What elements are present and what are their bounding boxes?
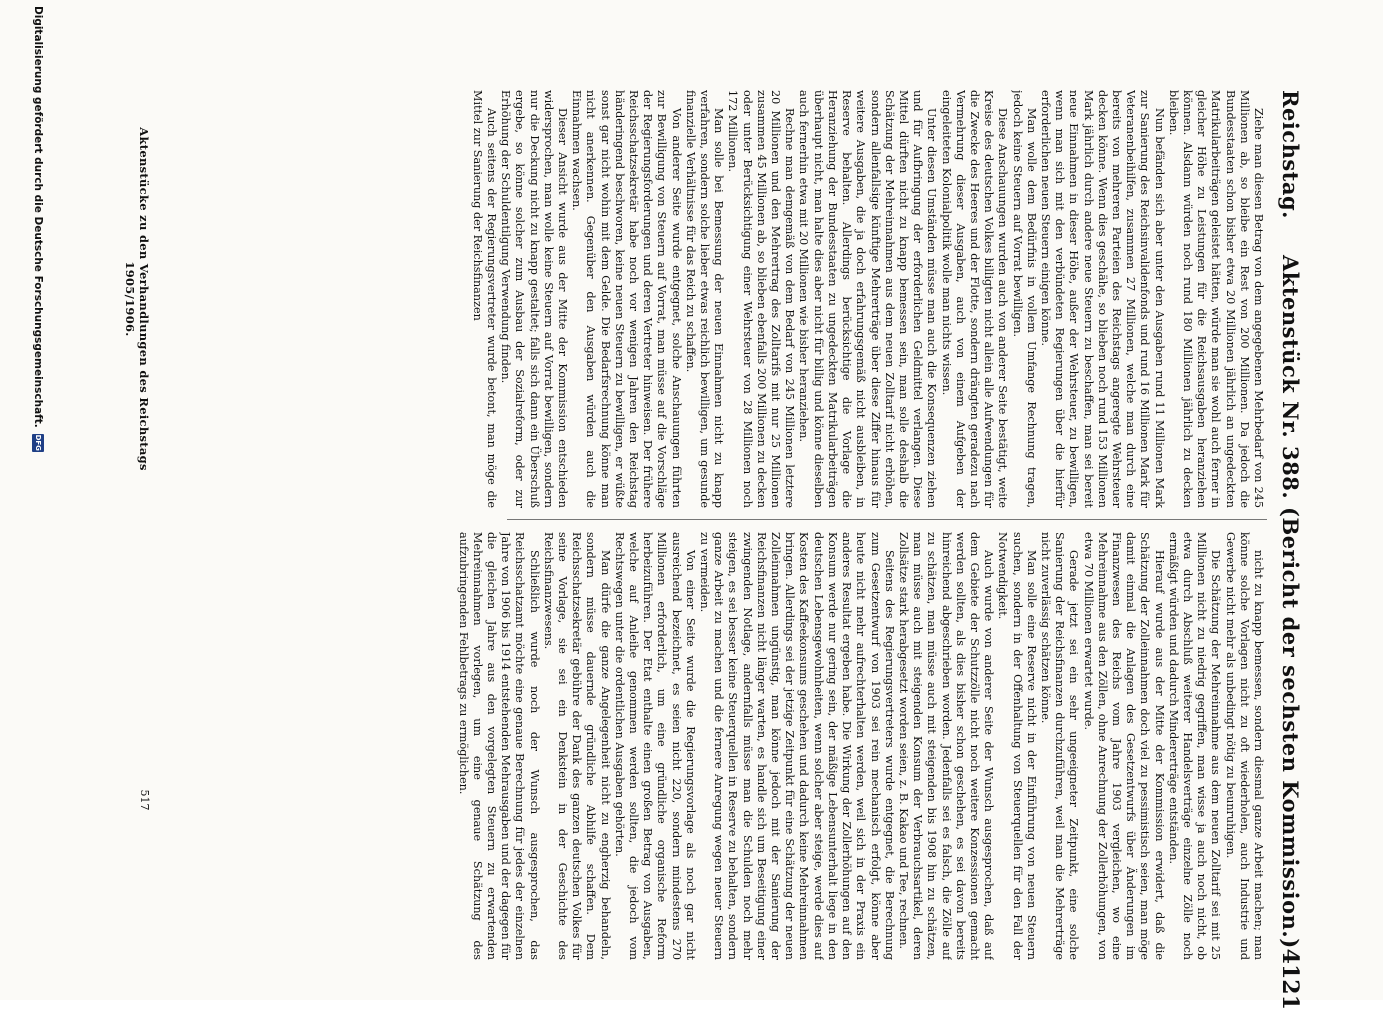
paragraph: Hierauf wurde aus der Mitte der Kommission erwidert, daß die Schätzung der Zolleinnahmen doch viel zu pessimistisch seien, man möge damit einmal die Anlagen des Gesetzentwurfs über Änderungen im Finanzwesen des Reichs vom Jahre 1903 vergleichen, wo eine Mehreinnahme aus den Zöllen, ohne Anrechnung der Zollerhöhungen, von etwa 70 Millionen erwartet wurde. xyxy=(1081,532,1166,960)
paragraph: Auch seitens der Regierungsvertreter wurde betont, man möge die Mittel zur Sanierung der Reichsfinanzen xyxy=(470,90,499,508)
paragraph: Von anderer Seite wurde entgegnet, solche Anschauungen führten zur Bewilligung von Steuern auf Vorrat, man müsse auf die Vorschläge der Regierungsforderungen und deren Vertreter hinweisen. Der frühere Reichsschatzsekretär habe noch vor wenigen Jahren den Reichstag händeringend beschworen, keine neuen Steuern zu bewilligen, er wüßte sonst gar nicht wohin mit dem Gelde. Die Bedarfsrechnung könne man nicht anerkennen. Gegenüber den Ausgaben würden auch die Einnahmen wachsen. xyxy=(570,90,683,508)
paragraph: Rechne man demgemäß von dem Bedarf von 245 Millionen letztere 20 Millionen und den Mehrertrag des Zolltarifs mit nur 25 Millionen zusammen 45 Millionen ab, so blieben ebenfalls 200 Millionen zu decken oder unter Berücksichtigung einer Wehrsteuer von 28 Millionen noch 172 Millionen. xyxy=(726,90,797,508)
header-chamber: Reichstag. xyxy=(1278,90,1303,219)
left-column xyxy=(155,90,1265,508)
dfg-logo-icon: DFG xyxy=(34,434,42,451)
paragraph: Nun befänden sich aber unter den Ausgaben rund 11 Millionen Mark zur Sanierung des Reichsinvalidenfonds und rund 16 Millionen Mark für Veteranenbeihilfen, zusammen 27 Millionen, welche man durch eine bereits von mehreren Parteien des Reichstags angeregte Wehrsteuer decken könne. Wenn dies geschähe, so blieben noch rund 153 Millionen Mark jährlich durch andere neue Steuern zu beschaffen, man sei bereit neue Einnahmen in dieser Höhe, außer der Wehrsteuer, zu bewilligen, wenn man sich mit den verbündeten Regierungen über die hierfür erforderlichen neuen Steuern einigen könne. xyxy=(1038,90,1166,508)
digitization-text: Digitalisierung gefördert durch die Deutsche Forschungsgemeinschaft. xyxy=(32,6,44,428)
page-header xyxy=(1269,90,1303,1010)
paragraph: Unter diesen Umständen müsse man auch die Konsequenzen ziehen und für Aufbringung der erforderlichen Geldmittel verlangen. Diese Mittel dürften nicht zu knapp bemessen sein, man solle deshalb die Schätzung der Mehreinnahmen aus dem neuen Zolltarif nicht erhöhen, sondern allenfallsige künftige Mehrerträge über diese Ziffer hinaus für weitere Ausgaben, die ja doch erfahrungsgemäß nicht ausbleiben, in Reserve behalten. Allerdings berücksichtige die Vorlage die Heranziehung der Bundesstaaten zu ungedeckten Matrikularbeiträgen überhaupt nicht, man halte dies aber nicht für billig und könne dieselben auch fernerhin etwa mit 20 Millionen wie bisher heranziehen. xyxy=(797,90,939,508)
paragraph: Die Schätzung der Mehreinnahme aus dem neuen Zolltarif sei mit 25 Millionen nicht zu niedrig gegriffen, man wisse ja auch noch nicht, ob etwa durch Abschluß weiterer Handelsverträge einzelne Zölle noch ermäßigt würden und dadurch Mindererträge entständen. xyxy=(1166,532,1223,960)
digitization-note xyxy=(31,6,45,986)
header-page-number: 4121 xyxy=(1277,948,1303,1010)
paragraph: Ziehe man diesen Betrag von dem angegebenen Mehrbedarf von 245 Millionen ab, so bleibe ein Rest von 200 Millionen. Da jedoch die Bundesstaaten schon bisher etwa 20 Millionen jährlich an ungedeckten Matrikularbeiträgen geleistet hätten, würde man sie wohl auch ferner in gleicher Höhe zu Leistungen für die Reichsausgaben heranziehen können. Alsdann würden noch rund 180 Millionen jährlich zu decken bleiben. xyxy=(1166,90,1265,508)
right-column xyxy=(155,532,1265,960)
paragraph: Schließlich wurde noch der Wunsch ausgesprochen, das Reichsschatzamt möchte eine genaue Berechnung für jedes der einzelnen Jahre von 1906 bis 1914 entstehenden Mehrausgaben und der dagegen für die gleichen Jahre aus den vorgelegten Steuern zu erwartenden Mehreinnahmen vorlegen, um eine genaue Schätzung des aufzubringenden Fehlbetrags zu ermöglichen. xyxy=(456,532,541,960)
paragraph: Gerade jetzt sei ein sehr ungeeigneter Zeitpunkt, eine solche Sanierung der Reichsfinanzen durchzuführen, weil man die Mehrerträge nicht zuverlässig schätzen könne. xyxy=(1038,532,1081,960)
footer-page-number: 517 xyxy=(138,789,151,811)
paragraph: Man wolle dem Bedürfnis in vollem Umfange Rechnung tragen, jedoch keine Steuern auf Vorrat bewilligen. xyxy=(1010,90,1038,508)
paragraph: Man solle eine Reserve nicht in der Einführung von neuen Steuern suchen, sondern in der Offenhaltung von Steuerquellen für den Fall der Notwendigkeit. xyxy=(996,532,1038,960)
paragraph: Seitens des Regierungsvertreters wurde entgegnet, die Berechnung zum Gesetzentwurf von 1903 sei rein mechanisch erfolgt, könne aber heute nicht mehr aufrechterhalten werden, weil sich in der Praxis ein anderes Resultat ergeben habe. Die Wirkung der Zollerhöhungen auf den Konsum werde nur gering sein, der mäßige Lebensunterhalt liege in den deutschen Lebensgewohnheiten, wenn solcher aber steige, werde dies auf Kosten des Kaffeekonsums geschehen und dadurch keine Mehreinnahmen bringen. Allerdings sei der jetzige Zeitpunkt für eine Schätzung der neuen Zolleinnahmen ungünstig, man könne jedoch mit der Sanierung der Reichsfinanzen nicht länger warten, es handle sich um Beseitigung einer zwingenden Notlage, andernfalls müsse man die Schulden noch mehr steigen, es sei besser keine Steuerquellen in Reserve zu behalten, sondern ganze Arbeit zu machen und die fernere Anregung wegen neuer Steuern zu vermeiden. xyxy=(698,532,896,960)
paragraph: Man dürfe die ganze Angelegenheit nicht zu engherzig behandeln, sondern müsse dauernde gründliche Abhilfe schaffen. Dem Reichsschatzsekretär gebühre der Dank des ganzen deutschen Volkes für seine Vorlage, sie sei ein Denkstein in der Geschichte des Reichsfinanzwesens. xyxy=(541,532,612,960)
paragraph: Dieser Ansicht wurde aus der Mitte der Kommission entschieden widersprochen, man wolle keine Steuern auf Vorrat bewilligen, sondern nur die Deckung nicht zu knapp gestaltet; falls sich dann ein Überschuß ergebe, so könne solcher zum Ausbau der Sozialreform, oder zur Erhöhung der Schuldentilgung Verwendung finden. xyxy=(499,90,570,508)
paragraph: Auch wurde von anderer Seite der Wunsch ausgesprochen, daß auf dem Gebiete der Schutzzölle nicht noch weitere Konzessionen gemacht werden sollten, als dies bisher schon geschehen, es sei davon bereits hinreichend abgeschrieben worden. Jedenfalls sei es falsch, die Zölle auf zu schätzen, man müsse auch mit steigenden bis 1908 hin zu schätzen, man müsse auch mit steigenden Konsum der Verbrauchsartikel, deren Zollsätze stark herabgesetzt worden seien, z. B. Kakao und Tee, rechnen. xyxy=(896,532,996,960)
paragraph: Von einer Seite wurde die Regierungsvorlage als noch gar nicht ausreichend bezeichnet, es seien nicht 220, sondern mindestens 270 Millionen erforderlich, um eine gründliche organische Reform herbeizuführen. Der Etat enthalte einen großen Betrag von Ausgaben, welche auf Anleihe genommen werden sollten, die jedoch vom Rechtswegen unter die ordentlichen Ausgaben gehörten. xyxy=(612,532,697,960)
paragraph: Man solle bei Bemessung der neuen Einnahmen nicht zu knapp verfahren, sondern solche lieber etwas reichlich bewilligen, um gesunde finanzielle Verhältnisse für das Reich zu schaffen. xyxy=(683,90,726,508)
paragraph: nicht zu knapp bemessen, sondern diesmal ganze Arbeit machen; man könne solche Vorlagen nicht zu oft wiederholen, auch Industrie und Gewerbe nicht mehr als unbedingt nötig zu beunruhigen. xyxy=(1223,532,1265,960)
header-title: Aktenstück Nr. 388. (Bericht der sechsten Kommission.) xyxy=(1278,254,1303,949)
paragraph: Diese Anschauungen wurden auch von anderer Seite bestätigt, weite Kreise des deutschen Volkes billigten nicht allein alle Aufwendungen für die Zwecke des Heeres und der Flotte, sondern drängten geradezu nach Vermehrung dieser Ausgaben, auch von einem Aufgeben der eingeleiteten Kolonialpolitik wolle man nichts wissen. xyxy=(939,90,1010,508)
footer-source: Aktenstücke zu den Verhandlungen des Reichstags 1905/1906. xyxy=(123,127,151,471)
column-divider xyxy=(507,519,1267,520)
